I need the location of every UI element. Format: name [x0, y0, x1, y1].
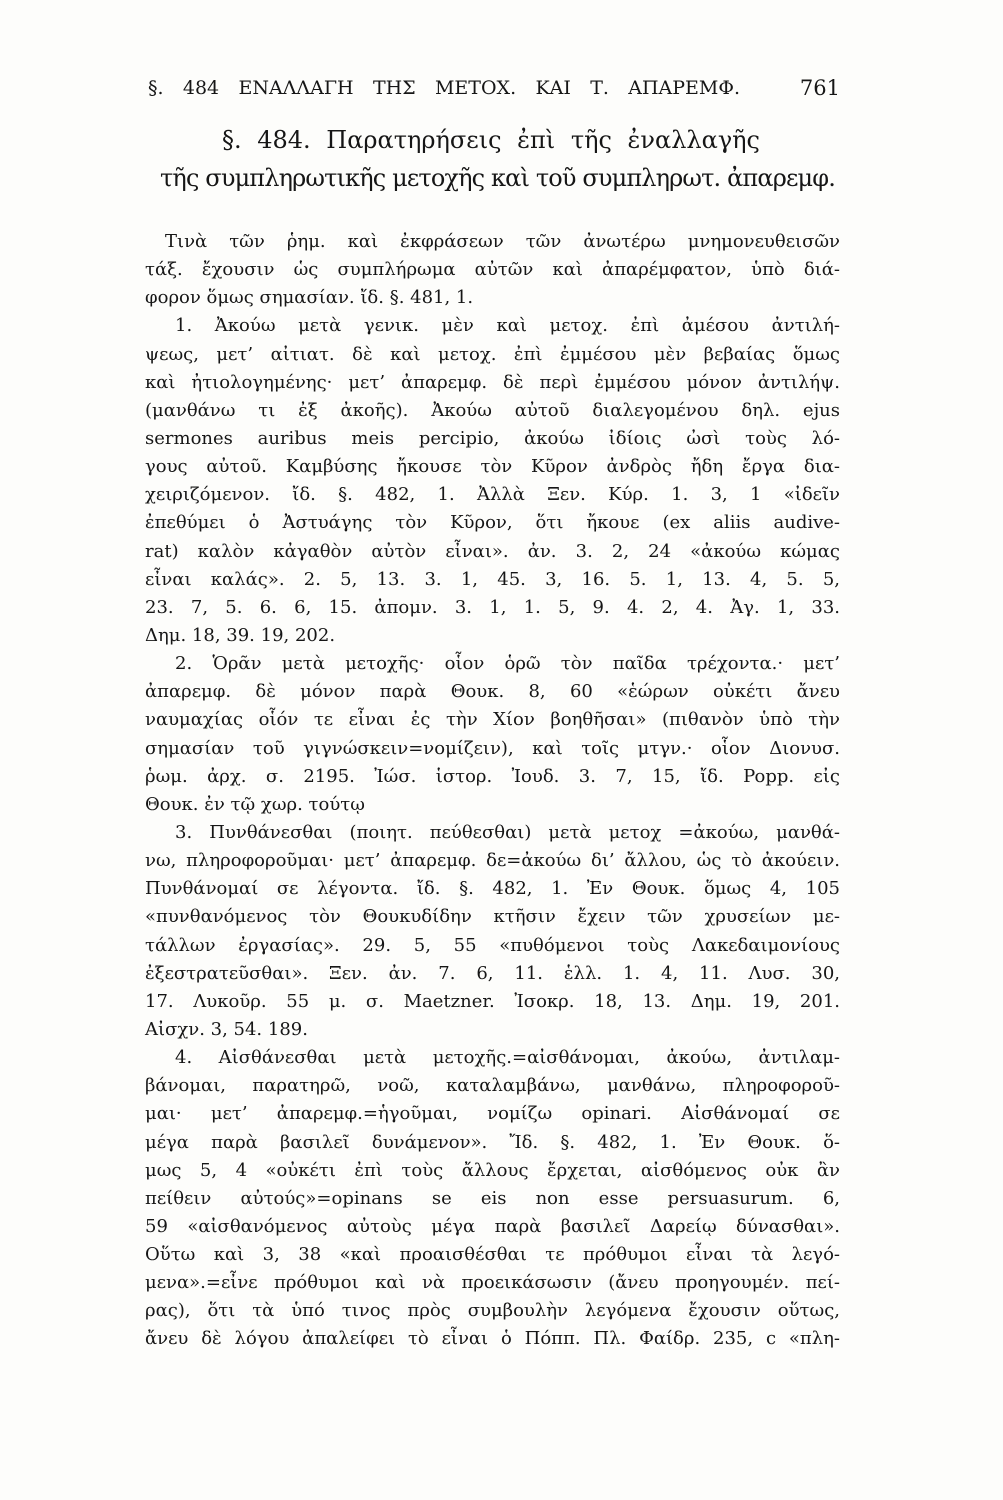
body-line: 23. 7, 5. 6. 6, 15. ἀπομν. 3. 1, 1. 5, 9. 4. 2, 4. Ἀγ. 1, 33.: [145, 596, 840, 618]
body-line: Τινὰ τῶν ῥημ. καὶ ἐκφράσεων τῶν ἀνωτέρω μνημονευθεισῶν: [165, 231, 840, 252]
page-number: 761: [799, 76, 840, 100]
body-line: γους αὐτοῦ. Καμβύσης ἤκουσε τὸν Κῦρον ἀνδρὸς ἤδη ἔργα δια-: [145, 456, 840, 478]
body-line: βάνομαι, παρατηρῶ, νοῶ, καταλαμβάνω, μανθάνω, πληροφοροῦ-: [145, 1075, 840, 1097]
body-line: (μανθάνω τι ἐξ ἀκοῆς). Ἀκούω αὐτοῦ διαλεγομένου δηλ. ejus: [145, 399, 840, 421]
body-line: τάξ. ἔχουσιν ὡς συμπλήρωμα αὐτῶν καὶ ἀπαρέμφατον, ὑπὸ διά-: [145, 259, 840, 281]
page-body: [145, 228, 840, 1354]
section-title-line: τῆς συμπληρωτικῆς μετοχῆς καὶ τοῦ συμπληρωτ. ἀπαρεμφ.: [160, 164, 836, 192]
body-line: Θουκ. ἐν τῷ χωρ. τούτῳ: [145, 793, 365, 815]
body-line: 17. Λυκοῦρ. 55 μ. σ. Maetzner. Ἰσοκρ. 18, 13. Δημ. 19, 201.: [145, 990, 840, 1012]
body-line: χειριζόμενον. ἴδ. §. 482, 1. Ἀλλὰ Ξεν. Κύρ. 1. 3, 1 «ἰδεῖν: [145, 484, 840, 506]
body-line: 59 «αἰσθανόμενος αὐτοὺς μέγα παρὰ βασιλεῖ Δαρείῳ δύνασθαι».: [145, 1215, 840, 1237]
body-line: Πυνθάνομαί σε λέγοντα. ἴδ. §. 482, 1. Ἐν Θουκ. ὅμως 4, 105: [145, 878, 840, 900]
body-line: σημασίαν τοῦ γιγνώσκειν=νομίζειν), καὶ τοῖς μτγν.· οἷον Διονυσ.: [145, 737, 840, 759]
body-line: νω, πληροφοροῦμαι· μετ’ ἀπαρεμφ. δε=ἀκούω δι’ ἄλλου, ὡς τὸ ἀκούειν.: [145, 850, 840, 872]
body-line: ἐπεθύμει ὁ Ἀστυάγης τὸν Κῦρον, ὅτι ἤκουε (ex aliis audive-: [145, 512, 840, 534]
body-line: ῥωμ. ἀρχ. σ. 2195. Ἰώσ. ἱστορ. Ἰουδ. 3. 7, 15, ἴδ. Popp. εἰς: [145, 765, 840, 787]
body-line: ἀπαρεμφ. δὲ μόνον παρὰ Θουκ. 8, 60 «ἑώρων οὐκέτι ἄνευ: [145, 681, 840, 703]
body-line: sermones auribus meis percipio, ἀκούω ἰδίοις ὠσὶ τοὺς λό-: [145, 427, 840, 449]
body-line: ἐξεστρατεῦσθαι». Ξεν. ἀν. 7. 6, 11. ἑλλ. 1. 4, 11. Λυσ. 30,: [145, 962, 840, 984]
body-line: μαι· μετ’ ἀπαρεμφ.=ἡγοῦμαι, νομίζω opinari. Αἰσθάνομαί σε: [145, 1103, 840, 1125]
body-line: τάλλων ἐργασίας». 29. 5, 55 «πυθόμενοι τοὺς Λακεδαιμονίους: [145, 934, 840, 956]
paragraph-3-start: 3. Πυνθάνεσθαι (ποιητ. πεύθεσθαι) μετὰ μετοχ =ἀκούω, μανθά-: [175, 821, 840, 843]
body-line: ψεως, μετ’ αἰτιατ. δὲ καὶ μετοχ. ἐπὶ ἐμμέσου μὲν βεβαίας ὅμως: [145, 343, 840, 365]
body-line: ρας), ὅτι τὰ ὑπό τινος πρὸς συμβουλὴν λεγόμενα ἔχουσιν οὕτως,: [145, 1300, 840, 1322]
body-line: καὶ ἠτιολογημένης· μετ’ ἀπαρεμφ. δὲ περὶ ἐμμέσου μόνον ἀντιλήψ.: [145, 371, 840, 393]
paragraph-4-start: 4. Αἰσθάνεσθαι μετὰ μετοχῆς.=αἰσθάνομαι, ἀκούω, ἀντιλαμ-: [175, 1047, 840, 1069]
paragraph-2-start: 2. Ὁρᾶν μετὰ μετοχῆς· οἷον ὁρῶ τὸν παῖδα τρέχοντα.· μετ’: [175, 653, 840, 675]
section-title-line: §. 484. Παρατηρήσεις ἐπὶ τῆς ἐναλλαγῆς: [222, 126, 760, 154]
body-line: rat) καλὸν κἀγαθὸν αὐτὸν εἶναι». ἀν. 3. 2, 24 «ἀκούω κώμας: [145, 540, 840, 562]
body-line: ναυμαχίας οἷόν τε εἶναι ἐς τὴν Χίον βοηθῆσαι» (πιθανὸν ὑπὸ τὴν: [145, 709, 840, 731]
body-line: Αἰσχν. 3, 54. 189.: [145, 1018, 308, 1040]
body-line: μενα».=εἶνε πρόθυμοι καὶ νὰ προεικάσωσιν (ἄνευ προηγουμέν. πεί-: [145, 1272, 840, 1294]
body-line: εἶναι καλάς». 2. 5, 13. 3. 1, 45. 3, 16. 5. 1, 13. 4, 5. 5,: [145, 568, 840, 590]
body-line: Δημ. 18, 39. 19, 202.: [145, 624, 336, 646]
body-line: ἄνευ δὲ λόγου ἀπαλείφει τὸ εἶναι ὁ Πόππ. Πλ. Φαίδρ. 235, c «πλη-: [145, 1328, 840, 1350]
body-line: πείθειν αὐτούς»=opinans se eis non esse persuasurum. 6,: [145, 1187, 840, 1209]
body-line: «πυνθανόμενος τὸν Θουκυδίδην κτῆσιν ἔχειν τῶν χρυσείων με-: [145, 906, 840, 928]
running-header: §. 484 ΕΝΑΛΛΑΓΗ ΤΗΣ ΜΕΤΟΧ. ΚΑΙ Τ. ΑΠΑΡΕΜΦ.: [148, 77, 740, 99]
paragraph-1-start: 1. Ἀκούω μετὰ γενικ. μὲν καὶ μετοχ. ἐπὶ ἀμέσου ἀντιλή-: [175, 315, 840, 337]
body-line: Οὕτω καὶ 3, 38 «καὶ προαισθέσθαι τε πρόθυμοι εἶναι τὰ λεγό-: [145, 1244, 840, 1266]
body-line: μέγα παρὰ βασιλεῖ δυνάμενον». Ἴδ. §. 482, 1. Ἐν Θουκ. ὅ-: [145, 1131, 840, 1153]
body-line: μως 5, 4 «οὐκέτι ἐπὶ τοὺς ἄλλους ἔρχεται, αἰσθόμενος οὐκ ἂν: [145, 1159, 840, 1181]
body-line: φορον ὅμως σημασίαν. ἴδ. §. 481, 1.: [145, 287, 474, 309]
